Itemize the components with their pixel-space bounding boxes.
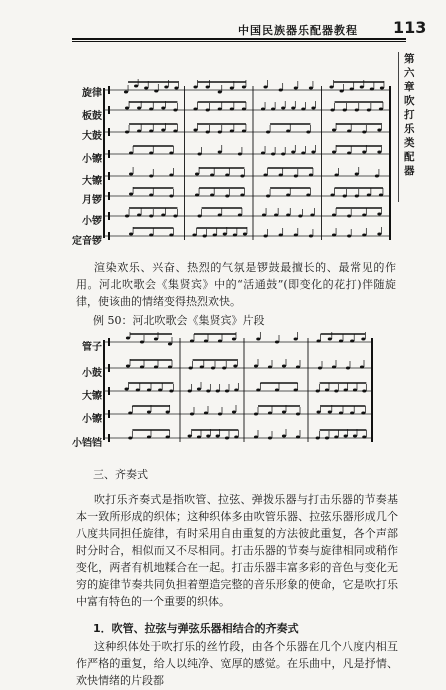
score1-label-7: 定音锣 bbox=[72, 236, 102, 247]
chapter-side-tab-label: 第六章 吹打乐类配器 bbox=[404, 53, 415, 177]
score1-label-1: 板鼓 bbox=[82, 111, 102, 122]
score2-label-3: 小镲 bbox=[82, 414, 102, 425]
score-notes bbox=[124, 79, 384, 238]
score2-label-1: 小鼓 bbox=[82, 368, 102, 379]
header-rule bbox=[72, 38, 406, 40]
score1-notation bbox=[102, 78, 392, 250]
score1-label-5: 月锣 bbox=[82, 195, 102, 206]
score1-label-2: 大鼓 bbox=[82, 131, 102, 142]
page-number: 113 bbox=[393, 18, 427, 37]
paragraph-intro: 渲染欢乐、兴奋、热烈的气氛是锣鼓最擅长的、最常见的作用。河北吹歌会《集贤宾》中的“活通鼓”(即变化的花打)伴随旋律，使该曲的情绪变得热烈欢快。 bbox=[76, 261, 396, 308]
header-rule-thin bbox=[72, 41, 406, 42]
score2-notation bbox=[102, 332, 374, 448]
paragraph-texture: 这种织体处于吹打乐的丝竹段，由各个乐器在几个八度内相互作严格的重复，给人以纯净、宽厚的感觉。在乐曲中，凡是抒情、欢快情绪的片段都 bbox=[76, 640, 398, 687]
example-caption: 例 50：河北吹歌会《集贤宾》片段 bbox=[93, 314, 265, 327]
score-notes bbox=[125, 332, 367, 440]
score1-label-3: 小镲 bbox=[82, 154, 102, 165]
chapter-side-tab bbox=[398, 52, 421, 202]
score2-label-2: 大镲 bbox=[82, 391, 102, 402]
score1-label-6: 小锣 bbox=[82, 216, 102, 227]
score1-label-4: 大镲 bbox=[82, 176, 102, 187]
paragraph-unison: 吹打乐齐奏式是指吹管、拉弦、弹拨乐器与打击乐器的节奏基本一致所形成的织体；这种织体多由吹管乐器、拉弦乐器形成几个八度共同担任旋律，有时采用自由重复的方法彼此重复，各个声部时分时合，相似而又不尽相同。打击乐器的节奏与旋律相同或稍作变化，两者有机地糅合在一起。打击乐器丰富多彩的音色与变化无穷的旋律节奏共同负担着塑造完整的音乐形象的使命，它是吹打乐中富有特色的一个重要的织体。 bbox=[76, 493, 398, 608]
section-heading: 三、齐奏式 bbox=[93, 468, 148, 481]
score1-label-0: 旋律 bbox=[82, 88, 102, 99]
score2-label-0: 管子 bbox=[82, 342, 102, 353]
score-staff-lines bbox=[104, 86, 390, 240]
subheading: 1．吹管、拉弦与弹弦乐器相结合的齐奏式 bbox=[93, 622, 299, 635]
running-header-title: 中国民族器乐配器教程 bbox=[238, 24, 358, 37]
score2-label-4: 小铛铛 bbox=[72, 438, 102, 449]
